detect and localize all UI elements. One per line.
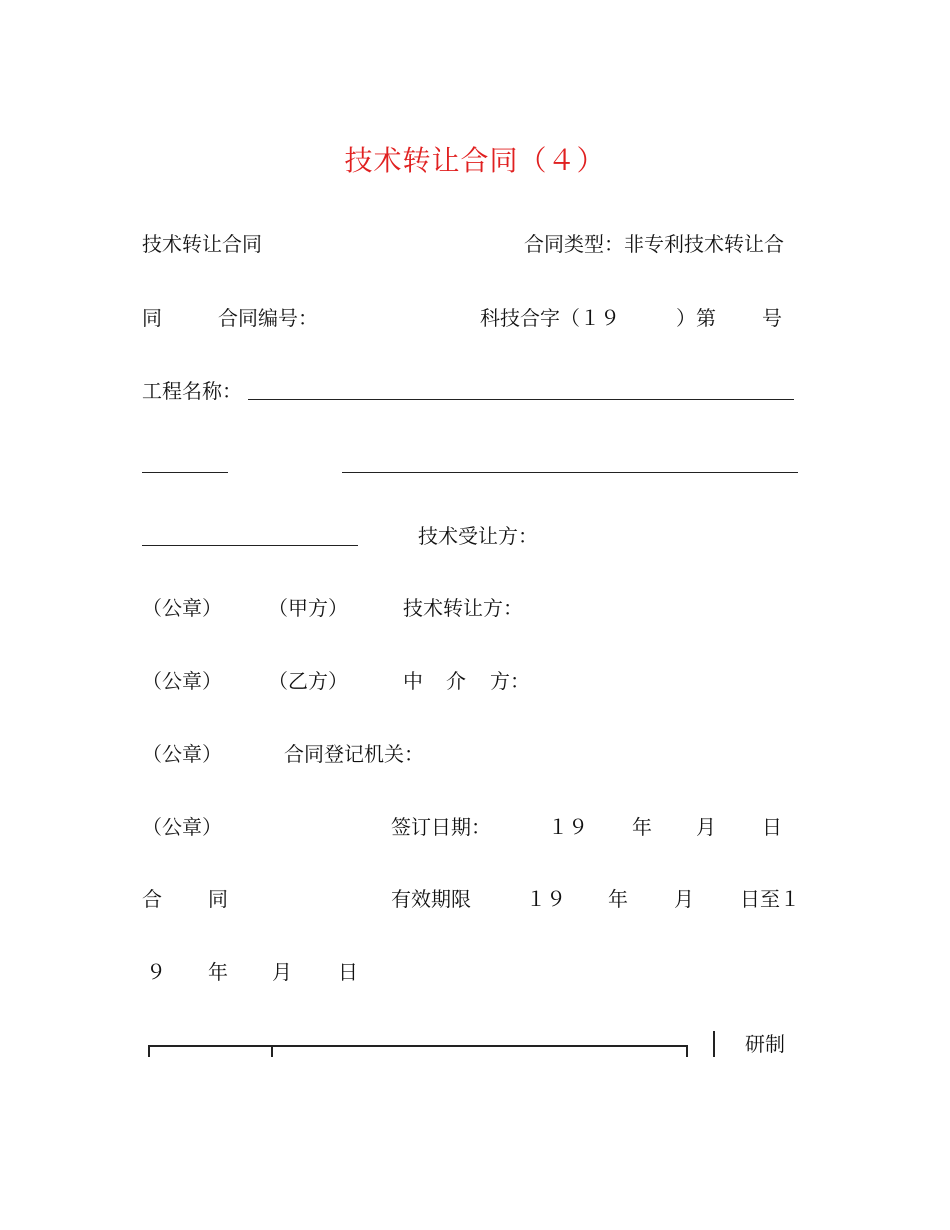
table-label: 研制 bbox=[745, 1032, 785, 1056]
validity-year-label: 年 bbox=[608, 887, 628, 911]
blank-line bbox=[342, 472, 798, 473]
contract-number-prefix: 科技合字（１９ bbox=[480, 306, 620, 330]
validity-day-to-label: 日至１ bbox=[740, 887, 800, 911]
registration-authority-label: 合同登记机关： bbox=[284, 742, 424, 766]
validity-end-month-label: 月 bbox=[272, 960, 292, 984]
blank-line bbox=[142, 545, 358, 546]
contract-type: 合同类型：非专利技术转让合 bbox=[524, 232, 784, 256]
seal-label: （公章） bbox=[142, 815, 222, 839]
intermediary-label-3: 方： bbox=[490, 669, 530, 693]
contract-number-label: 合同编号： bbox=[218, 306, 318, 330]
table-column-divider bbox=[271, 1045, 273, 1057]
signing-year-label: 年 bbox=[632, 815, 652, 839]
transferee-label: 技术受让方： bbox=[418, 524, 538, 548]
contract-number-mid: ）第 bbox=[676, 306, 716, 330]
table-right-edge bbox=[686, 1045, 688, 1057]
transferor-label: 技术转让方： bbox=[403, 596, 523, 620]
seal-label: （公章） bbox=[142, 742, 222, 766]
seal-label: （公章） bbox=[142, 669, 222, 693]
intermediary-label-2: 介 bbox=[446, 669, 466, 693]
table-top-rule bbox=[148, 1045, 688, 1047]
signing-year-prefix: １９ bbox=[548, 815, 588, 839]
table-left-edge bbox=[148, 1045, 150, 1057]
seal-label: （公章） bbox=[142, 596, 222, 620]
validity-year-prefix: １９ bbox=[526, 887, 566, 911]
validity-end-year-label: 年 bbox=[208, 960, 228, 984]
party-a-label: （甲方） bbox=[268, 596, 348, 620]
contract-char-2: 同 bbox=[208, 887, 228, 911]
party-b-label: （乙方） bbox=[268, 669, 348, 693]
validity-label: 有效期限 bbox=[391, 887, 471, 911]
table-side-rule bbox=[713, 1031, 715, 1057]
project-name-label: 工程名称： bbox=[142, 379, 242, 403]
blank-line bbox=[142, 472, 228, 473]
signing-day-label: 日 bbox=[762, 815, 782, 839]
contract-number-suffix: 号 bbox=[762, 306, 782, 330]
document-title: 技术转让合同（４） bbox=[344, 144, 606, 177]
intermediary-label-1: 中 bbox=[403, 669, 423, 693]
validity-end-day-label: 日 bbox=[338, 960, 358, 984]
contract-heading: 技术转让合同 bbox=[142, 232, 262, 256]
validity-month-label: 月 bbox=[674, 887, 694, 911]
project-name-blank bbox=[248, 399, 794, 400]
contract-char-1: 合 bbox=[142, 887, 162, 911]
validity-end-year-digit: ９ bbox=[146, 960, 166, 984]
contract-type-end: 同 bbox=[142, 306, 162, 330]
signing-date-label: 签订日期： bbox=[391, 815, 491, 839]
signing-month-label: 月 bbox=[696, 815, 716, 839]
